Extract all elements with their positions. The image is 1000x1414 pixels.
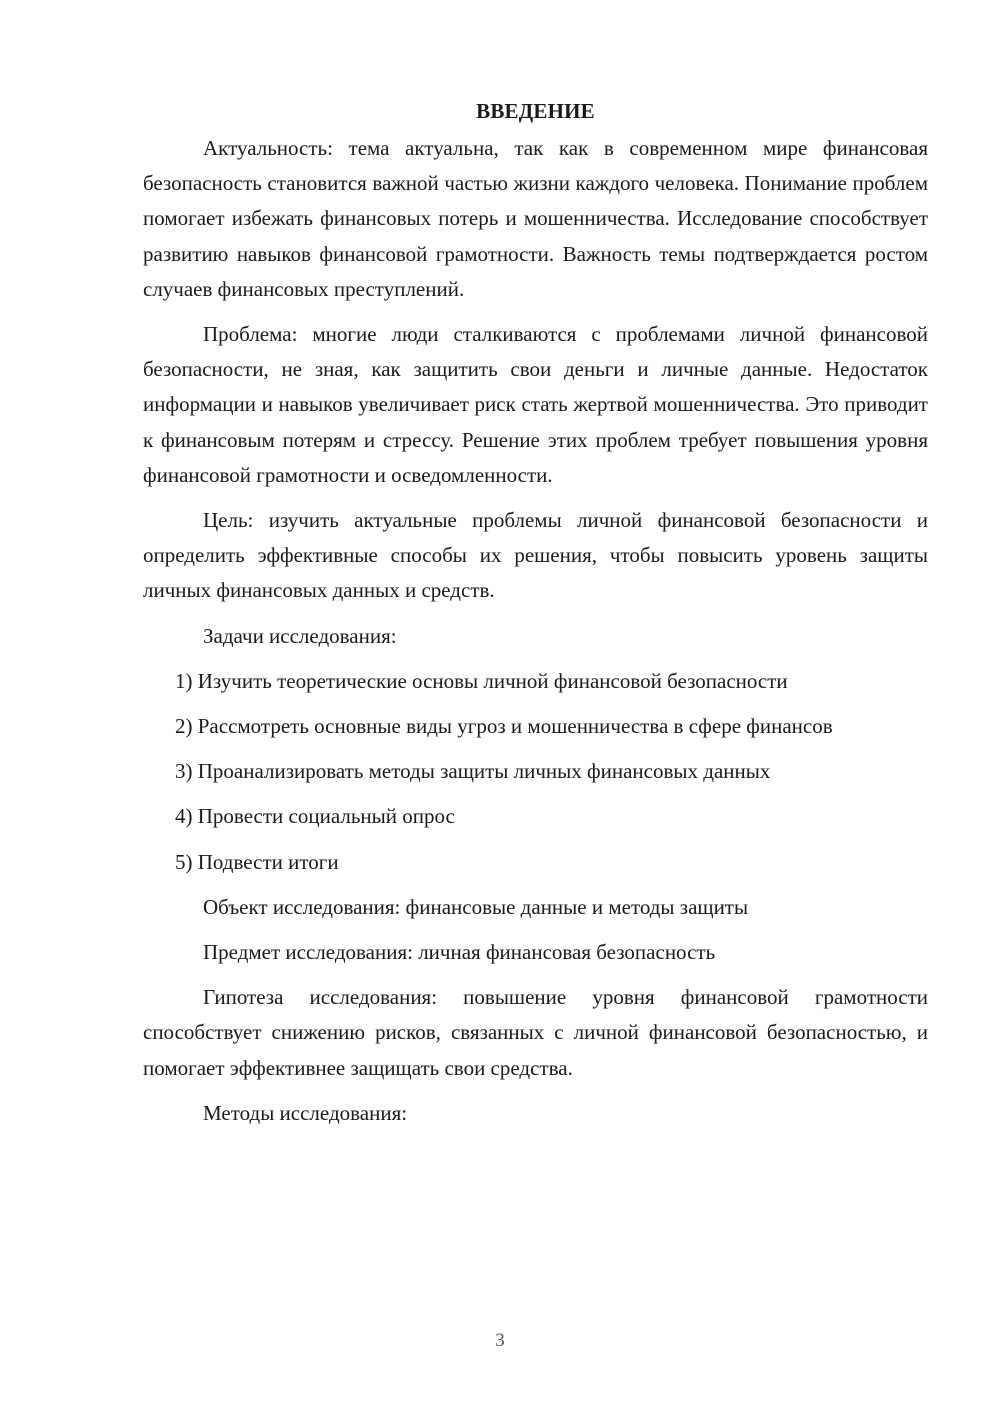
methods-heading: Методы исследования: [203,1100,408,1125]
research-subject: Предмет исследования: личная финансовая безопасность [203,940,716,965]
relevance-paragraph: Актуальность: тема актуальна, так как в современном мире финансовая безопасность становится важной частью жизни каждого человека. Понимание проблем помогает избежать финансовых потерь и мошенничества. Исследование способствует развитию навыков финансовой грамотности. Важность темы подтверждается ростом случаев финансовых преступлений. [143,136,928,301]
task-item-1: 1) Изучить теоретические основы личной финансовой безопасности [175,668,788,693]
task-item-3: 3) Проанализировать методы защиты личных финансовых данных [175,759,771,784]
task-item-4: 4) Провести социальный опрос [175,804,455,829]
page-body [143,96,928,1131]
page-number: 3 [495,1330,505,1351]
section-title: ВВЕДЕНИЕ [476,99,595,123]
goal-paragraph: Цель: изучить актуальные проблемы личной финансовой безопасности и определить эффективные способы их решения, чтобы повысить уровень защиты личных финансовых данных и средств. [143,508,928,603]
research-object: Объект исследования: финансовые данные и методы защиты [203,894,749,919]
problem-paragraph: Проблема: многие люди сталкиваются с проблемами личной финансовой безопасности, не зная, как защитить свои деньги и личные данные. Недостаток информации и навыков увеличивает риск стать жертвой мошенничества. Это приводит к финансовым потерям и стрессу. Решение этих проблем требует повышения уровня финансовой грамотности и осведомленности. [143,322,928,487]
task-item-2: 2) Рассмотреть основные виды угроз и мошенничества в сфере финансов [175,714,833,739]
research-hypothesis: Гипотеза исследования: повышение уровня финансовой грамотности способствует снижению рисков, связанных с личной финансовой безопасностью, и помогает эффективнее защищать свои средства. [143,985,928,1080]
tasks-heading: Задачи исследования: [203,623,397,648]
task-item-5: 5) Подвести итоги [175,849,339,874]
